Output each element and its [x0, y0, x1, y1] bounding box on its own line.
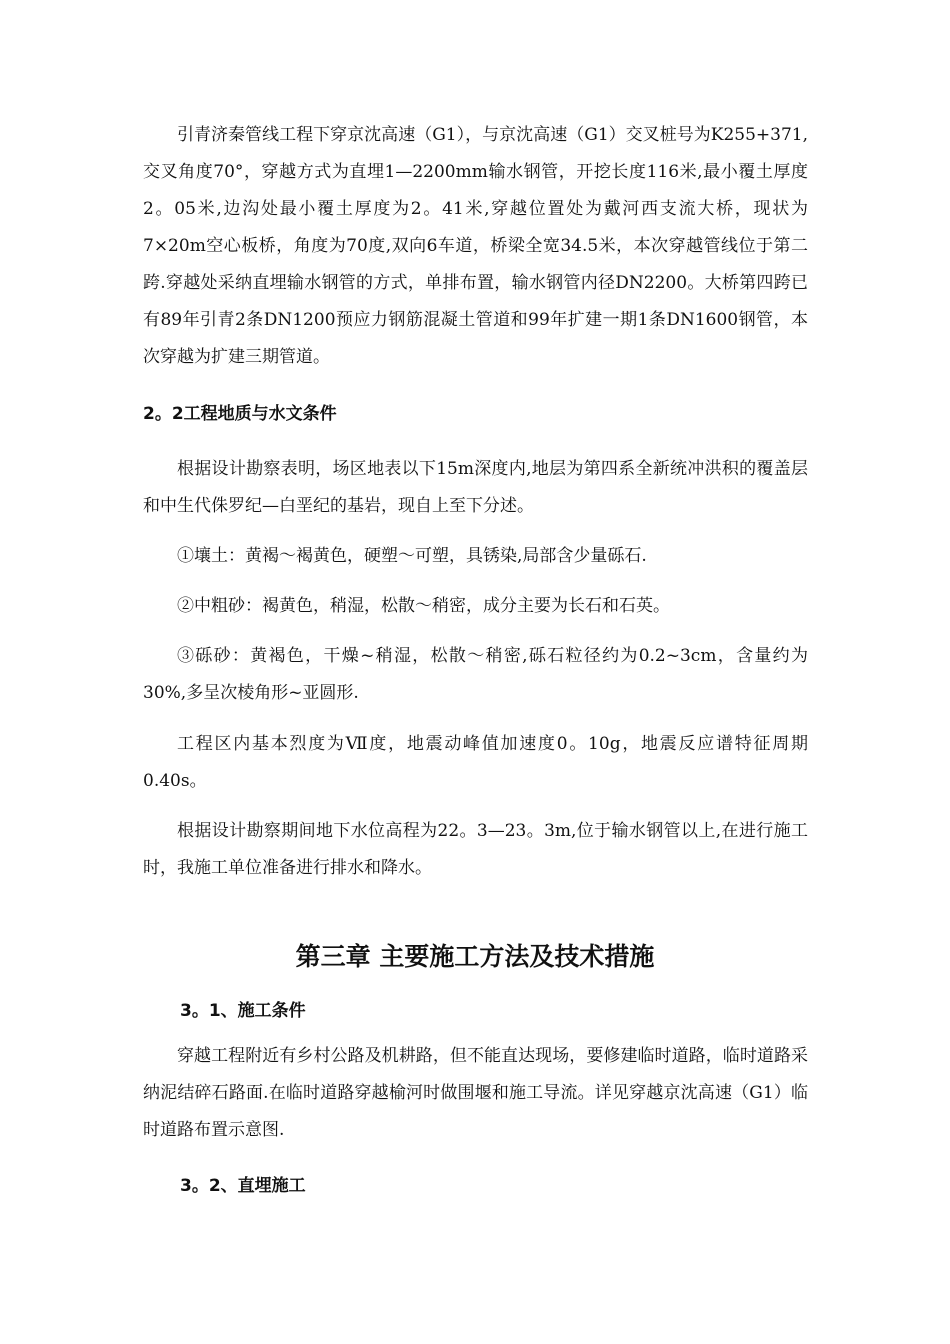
paragraph-layer-1: ①壤土：黄褐～褐黄色，硬塑～可塑，具锈染,局部含少量砾石. — [177, 546, 647, 566]
paragraph-layer-3: ③砾砂：黄褐色，干燥~稍湿，松散～稍密,砾石粒径约为0.2~3cm，含量约为30%,多呈次棱角形~亚圆形. — [143, 646, 808, 703]
paragraph-seismic: 工程区内基本烈度为Ⅶ度，地震动峰值加速度0。10g，地震反应谱特征周期0.40s。 — [143, 734, 808, 791]
section-heading-3-1: 3。1、施工条件 — [180, 1001, 306, 1021]
paragraph-construction-conditions: 穿越工程附近有乡村公路及机耕路，但不能直达现场，要修建临时道路，临时道路采纳泥结碎石路面.在临时道路穿越榆河时做围堰和施工导流。详见穿越京沈高速（G1）临时道路布置示意图. — [143, 1046, 808, 1140]
paragraph-geology-intro: 根据设计勘察表明，场区地表以下15m深度内,地层为第四系全新统冲洪积的覆盖层和中生代侏罗纪—白垩纪的基岩，现自上至下分述。 — [143, 459, 808, 516]
paragraph-groundwater: 根据设计勘察期间地下水位高程为22。3—23。3m,位于输水钢管以上,在进行施工时，我施工单位准备进行排水和降水。 — [143, 821, 808, 878]
section-heading-2-2: 2。2工程地质与水文条件 — [143, 404, 337, 424]
paragraph-layer-2: ②中粗砂：褐黄色，稍湿，松散～稍密，成分主要为长石和石英。 — [177, 596, 670, 616]
section-heading-3-2: 3。2、直埋施工 — [180, 1176, 306, 1196]
paragraph-project-overview: 引青济秦管线工程下穿京沈高速（G1），与京沈高速（G1）交叉桩号为K255+371,交叉角度70°，穿越方式为直埋1—2200mm输水钢管，开挖长度116米,最小覆土厚度2。05米,边沟处最小覆土厚度为2。41米,穿越位置处为戴河西支流大桥，现状为7×20m空心板桥，角度为70度,双向6车道，桥梁全宽34.5米，本次穿越管线位于第二跨.穿越处采纳直埋输水钢管的方式，单排布置，输水钢管内径DN2200。大桥第四跨已有89年引青2条DN1200预应力钢筋混凝土管道和99年扩建一期1条DN1600钢管，本次穿越为扩建三期管道。 — [143, 125, 808, 367]
chapter-title: 第三章 主要施工方法及技术措施 — [295, 942, 655, 971]
